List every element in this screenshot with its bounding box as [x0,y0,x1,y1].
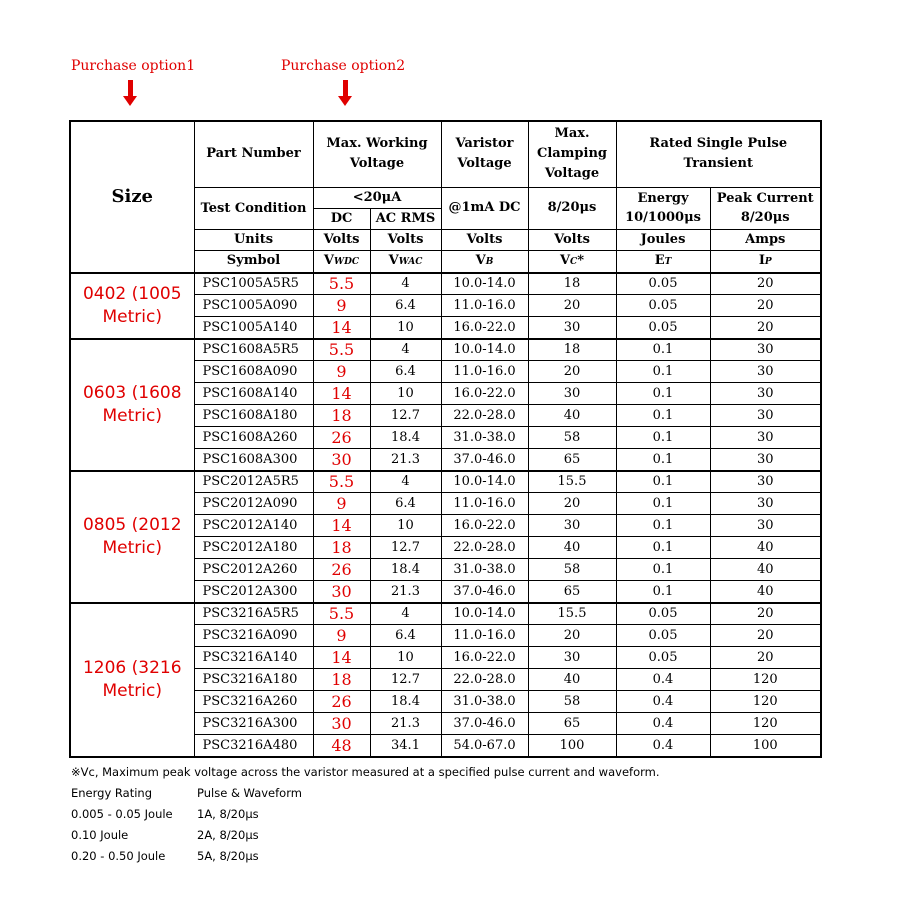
max-ac-voltage-cell: 21.3 [370,449,441,471]
part-number-cell: PSC2012A300 [194,581,313,603]
clamping-voltage-cell: 18 [528,273,616,295]
max-ac-voltage-cell: 21.3 [370,713,441,735]
rating-row [71,804,659,825]
max-dc-voltage-cell: 5.5 [313,471,370,493]
purchase-option-1-label: Purchase option1 [71,58,196,74]
rating-pulse: 2A, 8/20μs [197,828,259,842]
varistor-voltage-cell: 11.0-16.0 [441,625,528,647]
max-ac-voltage-cell: 10 [370,383,441,405]
part-number-cell: PSC3216A300 [194,713,313,735]
clamping-voltage-cell: 30 [528,647,616,669]
max-dc-voltage-cell: 26 [313,427,370,449]
unit-volts: Volts [370,229,441,250]
part-number-cell: PSC2012A180 [194,537,313,559]
varistor-voltage-cell: 22.0-28.0 [441,669,528,691]
table-row [70,603,821,625]
peak-current-cell: 30 [710,471,821,493]
peak-current-cell: 120 [710,713,821,735]
part-number-cell: PSC2012A5R5 [194,471,313,493]
varistor-voltage-cell: 16.0-22.0 [441,383,528,405]
max-ac-voltage-cell: 34.1 [370,735,441,757]
clamping-voltage-cell: 15.5 [528,471,616,493]
peak-current-cell: 30 [710,449,821,471]
unit-volts: Volts [441,229,528,250]
rating-energy: 0.005 - 0.05 Joule [71,807,173,821]
max-ac-voltage-cell: 18.4 [370,559,441,581]
max-dc-voltage-cell: 18 [313,537,370,559]
varistor-voltage-cell: 22.0-28.0 [441,405,528,427]
max-clamping-voltage-header: Max. Clamping Voltage [528,121,616,187]
test-condition-label: Test Condition [194,187,313,229]
varistor-voltage-cell: 11.0-16.0 [441,493,528,515]
energy-rating-cell: 0.1 [616,383,710,405]
peak-current-cell: 20 [710,317,821,339]
part-number-cell: PSC1608A260 [194,427,313,449]
energy-rating-cell: 0.1 [616,449,710,471]
max-dc-voltage-cell: 18 [313,669,370,691]
max-dc-voltage-cell: 26 [313,691,370,713]
symbol-et: ET [616,250,710,273]
clamping-voltage-cell: 65 [528,581,616,603]
peak-current-cell: 30 [710,427,821,449]
part-number-header: Part Number [194,121,313,187]
energy-rating-cell: 0.1 [616,537,710,559]
energy-rating-cell: 0.1 [616,493,710,515]
part-number-cell: PSC1608A180 [194,405,313,427]
varistor-voltage-cell: 31.0-38.0 [441,427,528,449]
clamping-voltage-cell: 58 [528,559,616,581]
clamping-voltage-cell: 40 [528,405,616,427]
clamping-voltage-cell: 40 [528,537,616,559]
peak-current-cell: 20 [710,625,821,647]
max-ac-voltage-cell: 12.7 [370,669,441,691]
rating-header-row [71,783,659,804]
max-ac-voltage-cell: 6.4 [370,493,441,515]
size-header: Size [70,121,194,273]
varistor-voltage-cell: 10.0-14.0 [441,471,528,493]
energy-header: Energy 10/1000μs [616,187,710,229]
max-dc-voltage-cell: 9 [313,493,370,515]
rating-row [71,846,659,867]
symbol-vc: VC* [528,250,616,273]
energy-rating-cell: 0.05 [616,295,710,317]
pulse-waveform-label: Pulse & Waveform [197,786,302,800]
max-dc-voltage-cell: 5.5 [313,603,370,625]
clamping-test-condition: 8/20μs [528,187,616,229]
symbol-vwac: VWAC [370,250,441,273]
size-cell: 0603 (1608 Metric) [70,339,194,471]
max-dc-voltage-cell: 5.5 [313,273,370,295]
varistor-voltage-cell: 54.0-67.0 [441,735,528,757]
part-number-cell: PSC1005A5R5 [194,273,313,295]
unit-volts: Volts [313,229,370,250]
max-ac-voltage-cell: 21.3 [370,581,441,603]
peak-current-header: Peak Current 8/20μs [710,187,821,229]
peak-current-cell: 30 [710,405,821,427]
size-cell: 0402 (1005 Metric) [70,273,194,339]
max-dc-voltage-cell: 18 [313,405,370,427]
unit-amps: Amps [710,229,821,250]
max-working-voltage-header: Max. Working Voltage [313,121,441,187]
part-number-cell: PSC3216A140 [194,647,313,669]
peak-current-cell: 40 [710,581,821,603]
peak-current-cell: 20 [710,295,821,317]
clamping-voltage-cell: 65 [528,449,616,471]
energy-rating-cell: 0.1 [616,581,710,603]
max-ac-voltage-cell: 18.4 [370,691,441,713]
part-number-cell: PSC3216A090 [194,625,313,647]
varistor-voltage-cell: 22.0-28.0 [441,537,528,559]
varistor-voltage-cell: 11.0-16.0 [441,295,528,317]
rating-energy: 0.10 Joule [71,828,129,842]
varistor-voltage-cell: 37.0-46.0 [441,581,528,603]
peak-current-cell: 100 [710,735,821,757]
ac-rms-label: AC RMS [370,208,441,229]
peak-current-cell: 40 [710,559,821,581]
vc-footnote: ※Vc, Maximum peak voltage across the varistor measured at a specified pulse current and waveform. [71,765,660,779]
varistor-voltage-cell: 16.0-22.0 [441,647,528,669]
peak-current-cell: 30 [710,361,821,383]
rating-pulse: 1A, 8/20μs [197,807,259,821]
notes [71,762,659,867]
part-number-cell: PSC1608A300 [194,449,313,471]
max-ac-voltage-cell: 10 [370,317,441,339]
energy-rating-cell: 0.1 [616,339,710,361]
unit-joules: Joules [616,229,710,250]
part-number-cell: PSC3216A260 [194,691,313,713]
max-dc-voltage-cell: 26 [313,559,370,581]
varistor-voltage-cell: 37.0-46.0 [441,713,528,735]
clamping-voltage-cell: 20 [528,361,616,383]
clamping-voltage-cell: 15.5 [528,603,616,625]
max-ac-voltage-cell: 12.7 [370,537,441,559]
max-dc-voltage-cell: 9 [313,361,370,383]
energy-rating-cell: 0.1 [616,427,710,449]
peak-current-cell: 40 [710,537,821,559]
energy-rating-cell: 0.05 [616,625,710,647]
peak-current-cell: 30 [710,339,821,361]
part-number-cell: PSC3216A5R5 [194,603,313,625]
clamping-voltage-cell: 20 [528,625,616,647]
rated-transient-header: Rated Single Pulse Transient [616,121,821,187]
max-dc-voltage-cell: 14 [313,317,370,339]
clamping-voltage-cell: 58 [528,427,616,449]
energy-rating-cell: 0.1 [616,361,710,383]
clamping-voltage-cell: 65 [528,713,616,735]
symbol-vb: VB [441,250,528,273]
clamping-voltage-cell: 30 [528,317,616,339]
rating-row [71,825,659,846]
varistor-voltage-cell: 37.0-46.0 [441,449,528,471]
symbol-label: Symbol [194,250,313,273]
peak-current-cell: 30 [710,515,821,537]
table-row [70,339,821,361]
max-dc-voltage-cell: 48 [313,735,370,757]
max-dc-voltage-cell: 30 [313,581,370,603]
clamping-voltage-cell: 30 [528,383,616,405]
part-number-cell: PSC1608A140 [194,383,313,405]
peak-current-cell: 30 [710,493,821,515]
size-cell: 1206 (3216 Metric) [70,603,194,757]
size-cell: 0805 (2012 Metric) [70,471,194,603]
rating-energy: 0.20 - 0.50 Joule [71,849,166,863]
peak-current-cell: 120 [710,691,821,713]
energy-rating-cell: 0.1 [616,471,710,493]
max-dc-voltage-cell: 9 [313,625,370,647]
varistor-voltage-cell: 31.0-38.0 [441,559,528,581]
varistor-voltage-cell: 11.0-16.0 [441,361,528,383]
clamping-voltage-cell: 100 [528,735,616,757]
max-ac-voltage-cell: 4 [370,603,441,625]
symbol-vwdc: VWDC [313,250,370,273]
max-ac-voltage-cell: 10 [370,515,441,537]
max-ac-voltage-cell: 4 [370,339,441,361]
energy-rating-cell: 0.05 [616,317,710,339]
max-ac-voltage-cell: 6.4 [370,295,441,317]
max-dc-voltage-cell: 9 [313,295,370,317]
max-dc-voltage-cell: 14 [313,383,370,405]
varistor-spec-table [69,120,822,758]
energy-rating-cell: 0.05 [616,603,710,625]
varistor-voltage-cell: 10.0-14.0 [441,339,528,361]
part-number-cell: PSC2012A140 [194,515,313,537]
table-row [70,471,821,493]
peak-current-cell: 20 [710,647,821,669]
max-dc-voltage-cell: 30 [313,713,370,735]
varistor-voltage-cell: 10.0-14.0 [441,603,528,625]
varistor-voltage-cell: 31.0-38.0 [441,691,528,713]
varistor-voltage-cell: 10.0-14.0 [441,273,528,295]
clamping-voltage-cell: 20 [528,493,616,515]
energy-rating-cell: 0.4 [616,735,710,757]
clamping-voltage-cell: 20 [528,295,616,317]
part-number-cell: PSC3216A180 [194,669,313,691]
clamping-voltage-cell: 18 [528,339,616,361]
max-ac-voltage-cell: 4 [370,471,441,493]
max-dc-voltage-cell: 14 [313,647,370,669]
leakage-current-label: <20μA [313,187,441,208]
energy-rating-cell: 0.4 [616,669,710,691]
energy-rating-label: Energy Rating [71,786,152,800]
purchase-option-2-label: Purchase option2 [281,58,406,74]
energy-rating-cell: 0.1 [616,559,710,581]
energy-rating-cell: 0.4 [616,713,710,735]
varistor-test-condition: @1mA DC [441,187,528,229]
peak-current-cell: 20 [710,273,821,295]
clamping-voltage-cell: 40 [528,669,616,691]
part-number-cell: PSC1608A5R5 [194,339,313,361]
clamping-voltage-cell: 58 [528,691,616,713]
energy-rating-cell: 0.05 [616,273,710,295]
max-ac-voltage-cell: 12.7 [370,405,441,427]
energy-rating-cell: 0.1 [616,405,710,427]
dc-label: DC [313,208,370,229]
part-number-cell: PSC1005A140 [194,317,313,339]
peak-current-cell: 120 [710,669,821,691]
max-dc-voltage-cell: 30 [313,449,370,471]
max-ac-voltage-cell: 4 [370,273,441,295]
part-number-cell: PSC1608A090 [194,361,313,383]
max-ac-voltage-cell: 18.4 [370,427,441,449]
peak-current-cell: 20 [710,603,821,625]
rating-pulse: 5A, 8/20μs [197,849,259,863]
max-ac-voltage-cell: 6.4 [370,625,441,647]
part-number-cell: PSC2012A090 [194,493,313,515]
unit-volts: Volts [528,229,616,250]
max-dc-voltage-cell: 5.5 [313,339,370,361]
symbol-ip: IP [710,250,821,273]
varistor-voltage-cell: 16.0-22.0 [441,317,528,339]
energy-rating-cell: 0.05 [616,647,710,669]
max-ac-voltage-cell: 6.4 [370,361,441,383]
table-row [70,273,821,295]
energy-rating-cell: 0.4 [616,691,710,713]
max-ac-voltage-cell: 10 [370,647,441,669]
energy-rating-cell: 0.1 [616,515,710,537]
clamping-voltage-cell: 30 [528,515,616,537]
peak-current-cell: 30 [710,383,821,405]
varistor-voltage-cell: 16.0-22.0 [441,515,528,537]
max-dc-voltage-cell: 14 [313,515,370,537]
part-number-cell: PSC3216A480 [194,735,313,757]
varistor-voltage-header: Varistor Voltage [441,121,528,187]
part-number-cell: PSC1005A090 [194,295,313,317]
part-number-cell: PSC2012A260 [194,559,313,581]
units-label: Units [194,229,313,250]
